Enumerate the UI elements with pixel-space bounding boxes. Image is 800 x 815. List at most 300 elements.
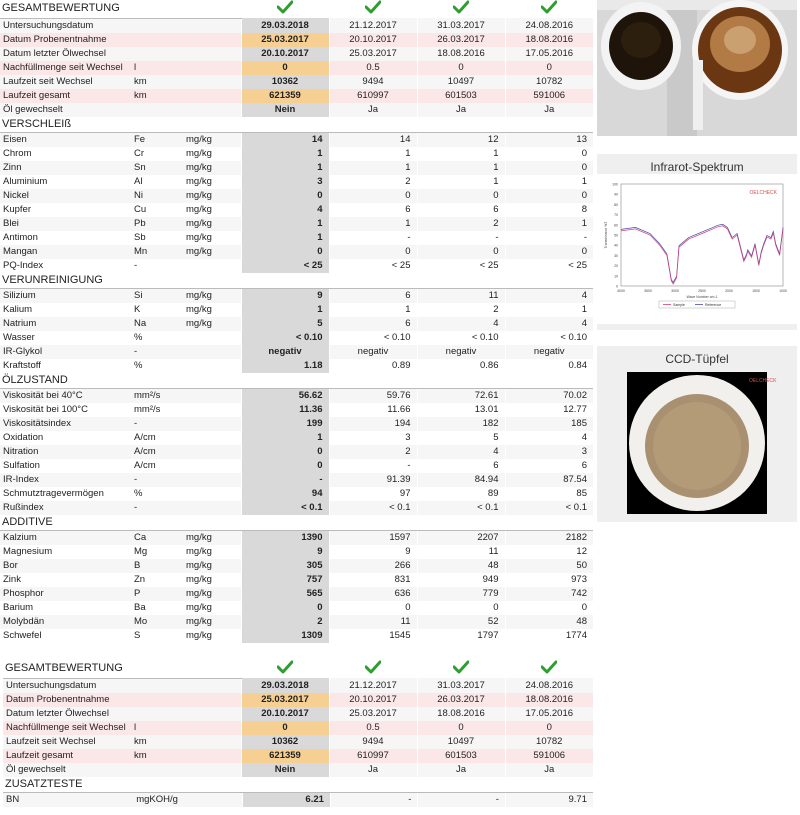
ir-y-tick: 100	[612, 182, 618, 187]
value-cell: 2	[329, 175, 417, 189]
section-table	[0, 273, 593, 373]
row-unit	[183, 259, 241, 273]
value-cell: 6	[505, 459, 593, 473]
value-cell: 1	[417, 175, 505, 189]
value-cell: 0	[417, 721, 505, 735]
value-cell: 91.39	[329, 473, 417, 487]
measurement-row	[0, 445, 593, 459]
row-symbol: Ca	[131, 530, 183, 545]
measurement-row	[0, 245, 593, 259]
row-unit: mg/kg	[186, 630, 212, 641]
section-title: GESAMTBEWERTUNG	[3, 660, 241, 678]
value-cell: 84.94	[417, 473, 505, 487]
value-cell: 1	[329, 161, 417, 175]
value-cell: 0	[417, 61, 505, 75]
value-cell: 601503	[417, 749, 505, 763]
value-cell: 6	[329, 288, 417, 303]
ir-y-tick: 20	[614, 264, 618, 269]
section-title: GESAMTBEWERTUNG	[0, 0, 241, 18]
row-label: Molybdän	[0, 615, 131, 629]
value-cell: < 25	[241, 259, 329, 273]
summary-table	[0, 0, 593, 117]
measurement-row	[0, 317, 593, 331]
row-unit	[183, 75, 241, 89]
summary-row	[0, 89, 593, 103]
row-symbol	[131, 103, 183, 117]
row-symbol: -	[131, 417, 183, 431]
ir-y-tick: 70	[614, 213, 618, 218]
row-symbol	[131, 33, 183, 47]
value-cell: < 25	[417, 259, 505, 273]
ir-y-tick: 10	[614, 274, 618, 279]
row-label: Datum letzter Ölwechsel	[3, 707, 131, 721]
row-unit: mg/kg	[183, 317, 241, 331]
measurement-row	[0, 473, 593, 487]
value-cell: negativ	[241, 345, 329, 359]
row-label: Kraftstoff	[3, 360, 41, 371]
value-cell: 6	[417, 459, 505, 473]
row-label: Natrium	[0, 317, 131, 331]
value-cell: 0	[417, 245, 505, 259]
value-cell: 0.84	[505, 359, 593, 373]
value-cell: < 0.10	[329, 331, 417, 345]
ccd-brand: OELCHECK	[749, 378, 777, 384]
value-cell: 1	[241, 431, 329, 445]
value-cell: Ja	[505, 103, 593, 117]
row-unit	[183, 345, 241, 359]
row-label: Laufzeit seit Wechsel	[3, 735, 131, 749]
row-label: Öl gewechselt	[3, 763, 131, 777]
value-cell: 4	[417, 445, 505, 459]
row-symbol	[131, 47, 183, 61]
value-cell: 0.89	[329, 359, 417, 373]
row-unit	[183, 721, 241, 735]
value-cell: 2	[241, 615, 329, 629]
value-cell: 31.03.2017	[417, 678, 505, 693]
summary-row	[3, 749, 593, 763]
row-label: Barium	[3, 602, 34, 613]
value-cell: 17.05.2016	[505, 47, 593, 61]
row-unit: mg/kg	[183, 288, 241, 303]
row-unit: mg/kg	[186, 546, 212, 557]
row-label: Blei	[0, 217, 131, 231]
row-unit	[183, 61, 241, 75]
status-ok-icon	[277, 660, 293, 674]
row-symbol: -	[131, 345, 183, 359]
row-symbol: mm²/s	[131, 388, 183, 403]
ir-spectrum-chart	[597, 174, 797, 324]
value-cell: 0	[505, 601, 593, 615]
value-cell: Ja	[417, 103, 505, 117]
value-cell: 14	[329, 132, 417, 147]
status-ok-icon	[365, 0, 381, 14]
row-symbol: Mn	[131, 245, 183, 259]
value-cell: 48	[417, 559, 505, 573]
value-cell: 70.02	[505, 388, 593, 403]
row-unit	[183, 763, 241, 777]
row-symbol	[131, 678, 183, 693]
value-cell: 10497	[417, 75, 505, 89]
value-cell: 0	[417, 601, 505, 615]
value-cell: 1	[505, 303, 593, 317]
value-cell: 9.71	[505, 792, 593, 807]
value-cell: 21.12.2017	[329, 18, 417, 33]
value-cell: 25.03.2017	[329, 47, 417, 61]
value-cell: 621359	[241, 749, 329, 763]
value-cell: 2207	[417, 530, 505, 545]
value-cell: 6	[329, 203, 417, 217]
row-symbol: Ba	[134, 602, 146, 613]
summary-table	[3, 660, 593, 777]
value-cell: 5	[241, 317, 329, 331]
value-cell: < 0.10	[505, 331, 593, 345]
ir-x-tick: 1500	[752, 289, 760, 293]
value-cell: 18.08.2016	[417, 707, 505, 721]
row-unit	[183, 678, 241, 693]
value-cell: 0	[329, 601, 417, 615]
summary-row	[0, 61, 593, 75]
value-cell: 9	[329, 545, 417, 559]
value-cell: 10362	[241, 75, 329, 89]
value-cell: 94	[241, 487, 329, 501]
row-label: Rußindex	[0, 501, 131, 515]
summary-row	[0, 33, 593, 47]
row-label: Laufzeit seit Wechsel	[0, 75, 131, 89]
value-cell: 89	[417, 487, 505, 501]
value-cell: 17.05.2016	[505, 707, 593, 721]
value-cell: 26.03.2017	[417, 693, 505, 707]
section-title: ÖLZUSTAND	[0, 373, 593, 389]
value-cell: 25.03.2017	[329, 707, 417, 721]
value-cell: 4	[241, 203, 329, 217]
measurement-row	[0, 203, 593, 217]
summary-row	[3, 721, 593, 735]
ir-x-tick: 3000	[671, 289, 679, 293]
row-unit	[183, 403, 241, 417]
ir-spectrum-panel	[597, 154, 797, 330]
row-symbol: -	[134, 260, 138, 271]
row-unit	[183, 459, 241, 473]
value-cell: 2	[417, 217, 505, 231]
value-cell: 29.03.2018	[241, 18, 329, 33]
value-cell: 87.54	[505, 473, 593, 487]
row-unit	[183, 445, 241, 459]
value-cell: 610997	[329, 749, 417, 763]
row-symbol: B	[131, 559, 183, 573]
section-table	[0, 117, 593, 273]
value-cell: 4	[505, 288, 593, 303]
value-cell: 591006	[505, 749, 593, 763]
measurement-row	[0, 629, 593, 643]
value-cell: 13.01	[417, 403, 505, 417]
value-cell: 3	[241, 175, 329, 189]
row-symbol: mgKOH/g	[133, 792, 185, 807]
measurement-row	[0, 431, 593, 445]
measurement-row	[0, 331, 593, 345]
measurement-row	[0, 545, 593, 559]
row-unit: mg/kg	[186, 176, 212, 187]
value-cell: 1	[241, 161, 329, 175]
value-cell: 4	[505, 317, 593, 331]
value-cell: negativ	[505, 345, 593, 359]
row-symbol	[131, 693, 183, 707]
value-cell: 85	[505, 487, 593, 501]
row-unit	[183, 487, 241, 501]
value-cell: 0	[241, 61, 329, 75]
row-symbol	[131, 763, 183, 777]
value-cell: 1	[329, 147, 417, 161]
value-cell: 5	[417, 431, 505, 445]
measurement-row	[0, 388, 593, 403]
value-cell: Ja	[329, 763, 417, 777]
summary-row	[3, 735, 593, 749]
row-symbol: l	[131, 61, 183, 75]
row-unit: mg/kg	[183, 217, 241, 231]
value-cell: 1	[241, 147, 329, 161]
ir-y-tick: 40	[614, 243, 618, 248]
value-cell: 2182	[505, 530, 593, 545]
row-unit	[183, 103, 241, 117]
value-cell: 10782	[505, 75, 593, 89]
row-label: Laufzeit gesamt	[0, 89, 131, 103]
row-unit	[183, 707, 241, 721]
row-label: Antimon	[3, 232, 38, 243]
ir-y-tick: 50	[614, 233, 618, 238]
row-symbol: Fe	[131, 132, 183, 147]
summary-row	[0, 75, 593, 89]
row-label: Datum Probenentnahme	[3, 693, 131, 707]
value-cell: 56.62	[241, 388, 329, 403]
value-cell: 12	[505, 545, 593, 559]
value-cell: 0	[241, 721, 329, 735]
value-cell: 1774	[505, 629, 593, 643]
row-label: Öl gewechselt	[0, 103, 131, 117]
status-cell	[505, 0, 593, 18]
measurement-row	[0, 530, 593, 545]
value-cell: 50	[505, 559, 593, 573]
value-cell: 9494	[329, 735, 417, 749]
row-unit: mg/kg	[183, 189, 241, 203]
value-cell: 182	[417, 417, 505, 431]
value-cell: Ja	[329, 103, 417, 117]
row-unit: mg/kg	[183, 161, 241, 175]
section-table	[3, 777, 593, 807]
ir-y-tick: 80	[614, 202, 618, 207]
row-unit	[183, 501, 241, 515]
measurement-row	[0, 501, 593, 515]
row-symbol: A/cm	[134, 432, 156, 443]
row-unit: mg/kg	[183, 615, 241, 629]
ir-x-tick: 4000	[617, 289, 625, 293]
status-ok-icon	[277, 0, 293, 14]
status-cell	[417, 660, 505, 678]
value-cell: 0	[241, 459, 329, 473]
value-cell: 1.18	[241, 359, 329, 373]
value-cell: 24.08.2016	[505, 678, 593, 693]
ir-y-tick: 60	[614, 223, 618, 228]
section-table	[0, 373, 593, 515]
value-cell: 0	[329, 245, 417, 259]
measurement-row	[0, 132, 593, 147]
status-cell	[241, 0, 329, 18]
value-cell: 13	[505, 132, 593, 147]
row-label: Wasser	[3, 332, 35, 343]
value-cell: 305	[241, 559, 329, 573]
summary-row	[0, 47, 593, 61]
row-symbol: Pb	[131, 217, 183, 231]
ir-y-tick: 30	[614, 253, 618, 258]
measurement-row	[0, 189, 593, 203]
row-symbol: %	[134, 360, 143, 371]
ir-legend-reference: Reference	[705, 303, 722, 307]
status-cell	[329, 660, 417, 678]
value-cell: Ja	[505, 763, 593, 777]
ir-x-label: Wave Number cm-1	[686, 295, 718, 299]
row-unit	[183, 417, 241, 431]
value-cell: 14	[241, 132, 329, 147]
row-label: Magnesium	[3, 546, 53, 557]
row-symbol: Cr	[134, 148, 145, 159]
row-label: Oxidation	[3, 432, 44, 443]
value-cell: 4	[417, 317, 505, 331]
value-cell: 0	[505, 721, 593, 735]
value-cell: < 0.1	[329, 501, 417, 515]
measurement-row	[0, 615, 593, 629]
value-cell: 199	[241, 417, 329, 431]
row-unit: mg/kg	[186, 304, 212, 315]
value-cell: 10362	[241, 735, 329, 749]
value-cell: 1	[329, 217, 417, 231]
status-ok-icon	[541, 0, 557, 14]
value-cell: 0	[505, 189, 593, 203]
row-symbol: Ni	[131, 189, 183, 203]
value-cell: 636	[329, 587, 417, 601]
value-cell: 0	[505, 245, 593, 259]
value-cell: 1	[417, 147, 505, 161]
row-label: Aluminium	[3, 176, 48, 187]
value-cell: < 0.1	[241, 501, 329, 515]
used-oil-sample	[621, 22, 661, 58]
measurement-row	[0, 288, 593, 303]
measurement-row	[3, 792, 593, 807]
row-symbol: Cu	[134, 204, 147, 215]
status-cell	[329, 0, 417, 18]
value-cell: 0.5	[329, 61, 417, 75]
value-cell: 10782	[505, 735, 593, 749]
row-symbol: %	[134, 332, 143, 343]
value-cell: 8	[505, 203, 593, 217]
value-cell: < 25	[505, 259, 593, 273]
value-cell: 0	[241, 245, 329, 259]
value-cell: 20.10.2017	[241, 707, 329, 721]
row-label: Nachfüllmenge seit Wechsel	[3, 721, 131, 735]
row-label: Untersuchungsdatum	[3, 678, 131, 693]
value-cell: 1797	[417, 629, 505, 643]
value-cell: < 0.1	[505, 501, 593, 515]
status-cell	[505, 660, 593, 678]
value-cell: Ja	[417, 763, 505, 777]
summary-row	[0, 18, 593, 33]
row-symbol: K	[134, 304, 141, 315]
value-cell: 591006	[505, 89, 593, 103]
measurement-row	[0, 459, 593, 473]
row-unit	[183, 473, 241, 487]
row-unit: mg/kg	[186, 204, 212, 215]
row-unit	[183, 388, 241, 403]
row-label: Viskosität bei 100°C	[3, 404, 88, 415]
row-label: Mangan	[0, 245, 131, 259]
row-label: Viskositätsindex	[0, 417, 131, 431]
measurement-row	[0, 175, 593, 189]
value-cell: 3	[505, 445, 593, 459]
value-cell: 601503	[417, 89, 505, 103]
row-unit	[185, 792, 243, 807]
measurement-row	[0, 573, 593, 587]
row-symbol: km	[131, 735, 183, 749]
value-cell: 185	[505, 417, 593, 431]
row-unit	[183, 47, 241, 61]
row-label: Nitration	[0, 445, 131, 459]
row-unit	[183, 331, 241, 345]
row-label: Schwefel	[3, 630, 42, 641]
ir-x-tick: 2000	[725, 289, 733, 293]
row-label: Silizium	[0, 288, 131, 303]
value-cell: -	[330, 792, 417, 807]
row-unit	[183, 749, 241, 763]
value-cell: 1	[505, 217, 593, 231]
measurement-row	[0, 217, 593, 231]
value-cell: 72.61	[417, 388, 505, 403]
row-symbol: Mo	[131, 615, 183, 629]
row-symbol: km	[131, 749, 183, 763]
value-cell: 0	[417, 189, 505, 203]
ir-x-tick: 1000	[779, 289, 787, 293]
value-cell: 757	[241, 573, 329, 587]
value-cell: 742	[505, 587, 593, 601]
measurement-row	[0, 147, 593, 161]
row-symbol: S	[134, 630, 141, 641]
section-title: ZUSATZTESTE	[3, 777, 593, 793]
ir-x-tick: 2500	[698, 289, 706, 293]
row-unit: mg/kg	[186, 602, 212, 613]
value-cell: 779	[417, 587, 505, 601]
value-cell: 6	[417, 203, 505, 217]
value-cell: 18.08.2016	[505, 33, 593, 47]
value-cell: 0.86	[417, 359, 505, 373]
value-cell: 11	[417, 288, 505, 303]
value-cell: Nein	[241, 103, 329, 117]
row-symbol: mm²/s	[134, 404, 161, 415]
value-cell: 20.10.2017	[329, 693, 417, 707]
row-unit: mg/kg	[186, 574, 212, 585]
section-title: ADDITIVE	[0, 515, 593, 531]
value-cell: -	[329, 231, 417, 245]
value-cell: -	[241, 473, 329, 487]
value-cell: 18.08.2016	[417, 47, 505, 61]
value-cell: -	[418, 792, 505, 807]
row-symbol: Si	[131, 288, 183, 303]
value-cell: < 0.1	[417, 501, 505, 515]
measurement-row	[0, 359, 593, 373]
value-cell: 0	[505, 161, 593, 175]
value-cell: 11.36	[241, 403, 329, 417]
row-unit: mg/kg	[183, 132, 241, 147]
ccd-spot-title: CCD-Tüpfel	[665, 352, 729, 366]
row-symbol: Al	[134, 176, 143, 187]
row-symbol: km	[131, 89, 183, 103]
value-cell: 1	[241, 303, 329, 317]
value-cell: 3	[329, 431, 417, 445]
